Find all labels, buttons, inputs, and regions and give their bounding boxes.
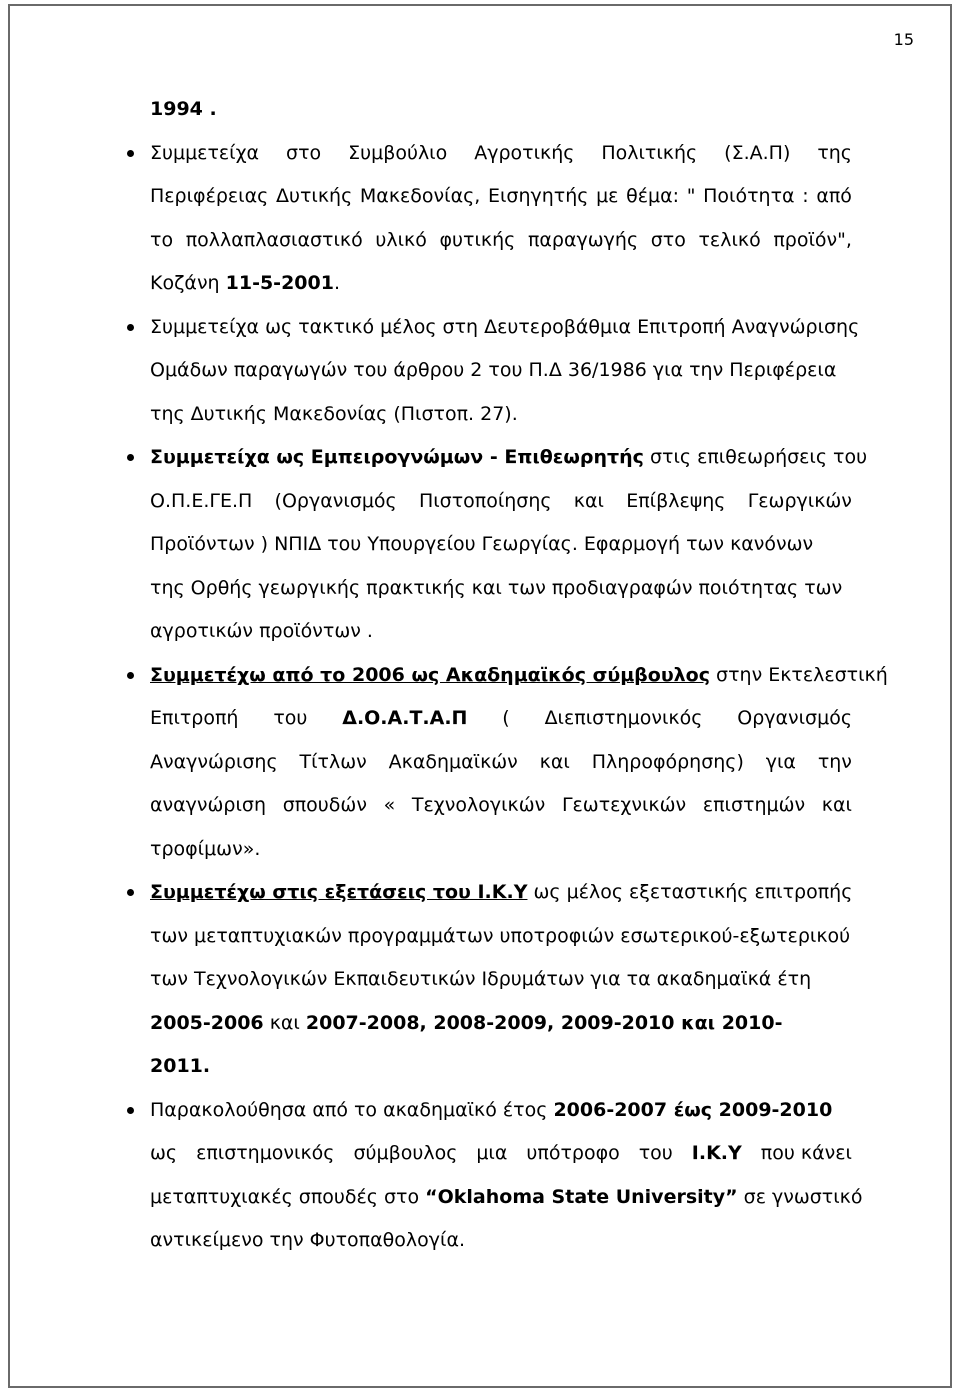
list-item [150,654,888,872]
text-line: της Ορθής γεωργικής πρακτικής και των προδιαγραφών ποιότητας των [150,576,843,599]
continued-year: 1994 . [150,98,217,120]
list-item [150,306,860,437]
list-item [150,132,852,306]
bullet-icon [127,1107,134,1114]
text-line: αντικείμενο την Φυτοπαθολογία. [150,1229,466,1251]
list-item [150,436,868,654]
text-line: Αναγνώρισης Τίτλων Ακαδημαϊκών και Πληροφόρησης) για την [150,750,852,773]
text-line: των μεταπτυχιακών προγραμμάτων υποτροφιών εσωτερικού-εξωτερικού [150,924,851,947]
bullet-icon [127,150,134,157]
bullet-icon [127,889,134,896]
text-line: Συμμετέχω στις εξετάσεις του Ι.Κ.Υ ως μέλος εξεταστικής επιτροπής [150,881,853,903]
text-line: Επιτροπή του Δ.Ο.Α.Τ.Α.Π ( Διεπιστημονικός Οργανισμός [150,707,852,729]
text-line: των Τεχνολογικών Εκπαιδευτικών Ιδρυμάτων για τα ακαδημαϊκά έτη [150,968,812,990]
list-item [150,1089,863,1263]
text-line: το πολλαπλασιαστικό υλικό φυτικής παραγωγής στο τελικό προϊόν", [150,228,852,251]
text-line: αναγνώριση σπουδών « Τεχνολογικών Γεωτεχνικών επιστημών και [150,794,852,816]
text-line: Κοζάνη 11-5-2001. [150,272,341,294]
bullet-icon [127,324,134,331]
text-line: 2005-2006 και 2007-2008, 2008-2009, 2009-2010 και 2010- [150,1011,783,1034]
text-line: αγροτικών προϊόντων . [150,620,373,642]
list-item [150,871,852,1089]
document-page [8,4,952,1388]
text-line: Συμμετείχα ως Εμπειρογνώμων - Επιθεωρητής στις επιθεωρήσεις του [150,446,868,468]
text-line: Ο.Π.Ε.ΓΕ.Π (Οργανισμός Πιστοποίησης και Επίβλεψης Γεωργικών [150,489,852,512]
page-number: 15 [893,30,914,49]
text-line: της Δυτικής Μακεδονίας (Πιστοπ. 27). [150,402,518,425]
text-line: Περιφέρειας Δυτικής Μακεδονίας, Εισηγητής με θέμα: " Ποιότητα : από [150,185,852,207]
text-line: Συμμετείχα ως τακτικό μέλος στη Δευτεροβάθμια Επιτροπή Αναγνώρισης [150,315,860,338]
text-line: Παρακολούθησα από το ακαδημαϊκό έτος 2006-2007 έως 2009-2010 [150,1098,833,1121]
text-line: Προϊόντων ) ΝΠΙΔ του Υπουργείου Γεωργίας. Εφαρμογή των κανόνων [150,533,814,555]
bullet-icon [127,454,134,461]
text-line: Ομάδων παραγωγών του άρθρου 2 του Π.Δ 36/1986 για την Περιφέρεια [150,359,837,381]
text-line: Συμμετέχω από το 2006 ως Ακαδημαϊκός σύμβουλος στην Εκτελεστική [150,663,888,686]
bullet-icon [127,672,134,679]
document-body [150,88,888,1263]
text-line: 2011. [150,1055,211,1077]
text-line: μεταπτυχιακές σπουδές στο “Oklahoma State University” σε γνωστικό [150,1185,863,1208]
text-line: ως επιστημονικός σύμβουλος μια υπότροφο του Ι.Κ.Υ που κάνει [150,1142,852,1164]
text-line: Συμμετείχα στο Συμβούλιο Αγροτικής Πολιτικής (Σ.Α.Π) της [150,141,852,164]
text-line: τροφίμων». [150,837,261,860]
